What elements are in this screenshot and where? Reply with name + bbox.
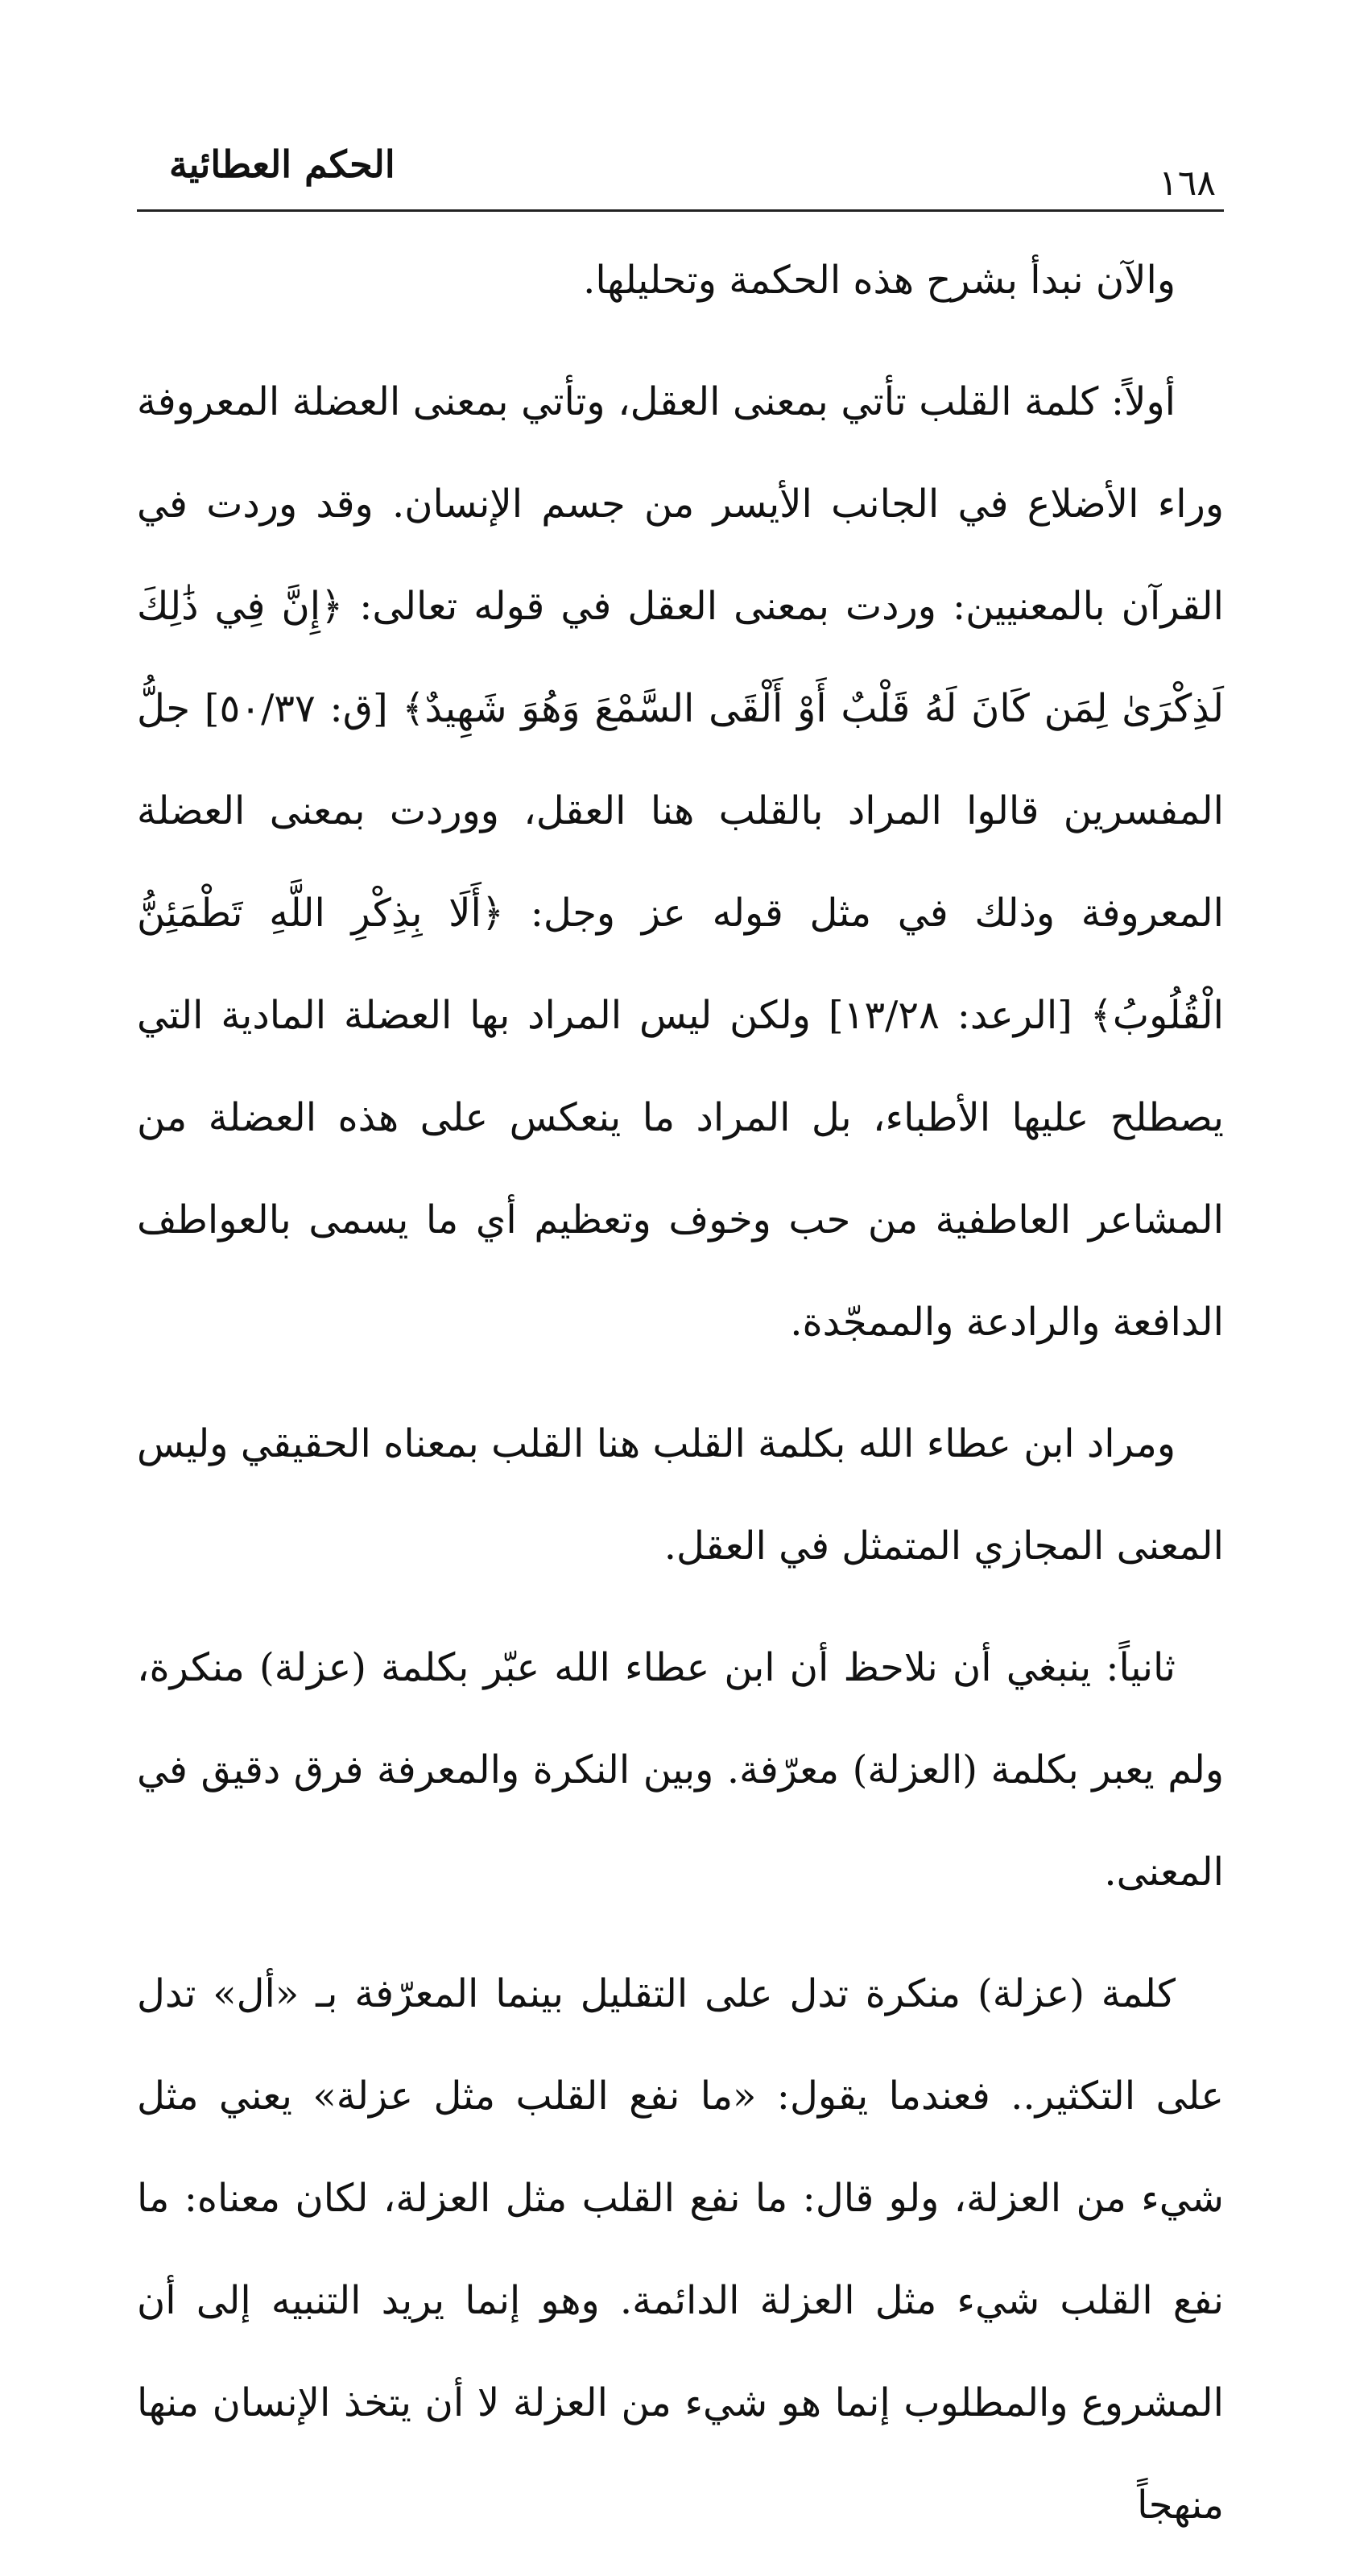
paragraph-first-point: أولاً: كلمة القلب تأتي بمعنى العقل، وتأتي بمعنى العضلة المعروفة وراء الأضلاع في الجانب الأيسر من جسم الإنسان. وقد وردت في القرآن بالمعنيين: وردت بمعنى العقل في قوله تعالى: ﴿إِنَّ فِي ذَٰلِكَ لَذِكْرَىٰ لِمَن كَانَ لَهُ قَلْبٌ أَوْ أَلْقَى السَّمْعَ وَهُوَ شَهِيدٌ﴾ [ق: ٥٠/٣٧] جلُّ المفسرين قالوا المراد بالقلب هنا العقل، ووردت بمعنى العضلة المعروفة وذلك في مثل قوله عز وجل: ﴿أَلَا بِذِكْرِ اللَّهِ تَطْمَئِنُّ الْقُلُوبُ﴾ [الرعد: ١٣/٢٨] ولكن ليس المراد بها العضلة المادية التي يصطلح عليها الأطباء، بل المراد ما ينعكس على هذه العضلة من المشاعر العاطفية من حب وخوف وتعظيم أي ما يسمى بالعواطف الدافعة والرادعة والممجّدة. xyxy=(137,379,1225,1345)
running-title: الحكم العطائية xyxy=(169,143,395,186)
page-header xyxy=(137,129,1224,209)
body-text xyxy=(137,229,1224,2576)
page-number: ١٦٨ xyxy=(1159,163,1216,204)
paragraph-second-point: ثانياً: ينبغي أن نلاحظ أن ابن عطاء الله عبّر بكلمة (عزلة) منكرة، ولم يعبر بكلمة (العزلة) معرّفة. وبين النكرة والمعرفة فرق دقيق في المعنى. xyxy=(137,1645,1224,1895)
paragraph-intro: والآن نبدأ بشرح هذه الحكمة وتحليلها. xyxy=(583,258,1176,303)
header-rule xyxy=(137,209,1224,212)
paragraph-indefinite-explanation: كلمة (عزلة) منكرة تدل على التقليل بينما المعرّفة بـ «أل» تدل على التكثير.. فعندما يقول: «ما نفع القلب مثل عزلة» يعني مثل شيء من العزلة، ولو قال: ما نفع القلب مثل العزلة، لكان معناه: ما نفع القلب شيء مثل العزلة الدائمة. وهو إنما يريد التنبيه إلى أن المشروع والمطلوب إنما هو شيء من العزلة لا أن يتخذ الإنسان منها منهجاً xyxy=(137,1971,1224,2528)
paragraph-author-meaning: ومراد ابن عطاء الله بكلمة القلب هنا القلب بمعناه الحقيقي وليس المعنى المجازي المتمثل في العقل. xyxy=(137,1421,1224,1569)
